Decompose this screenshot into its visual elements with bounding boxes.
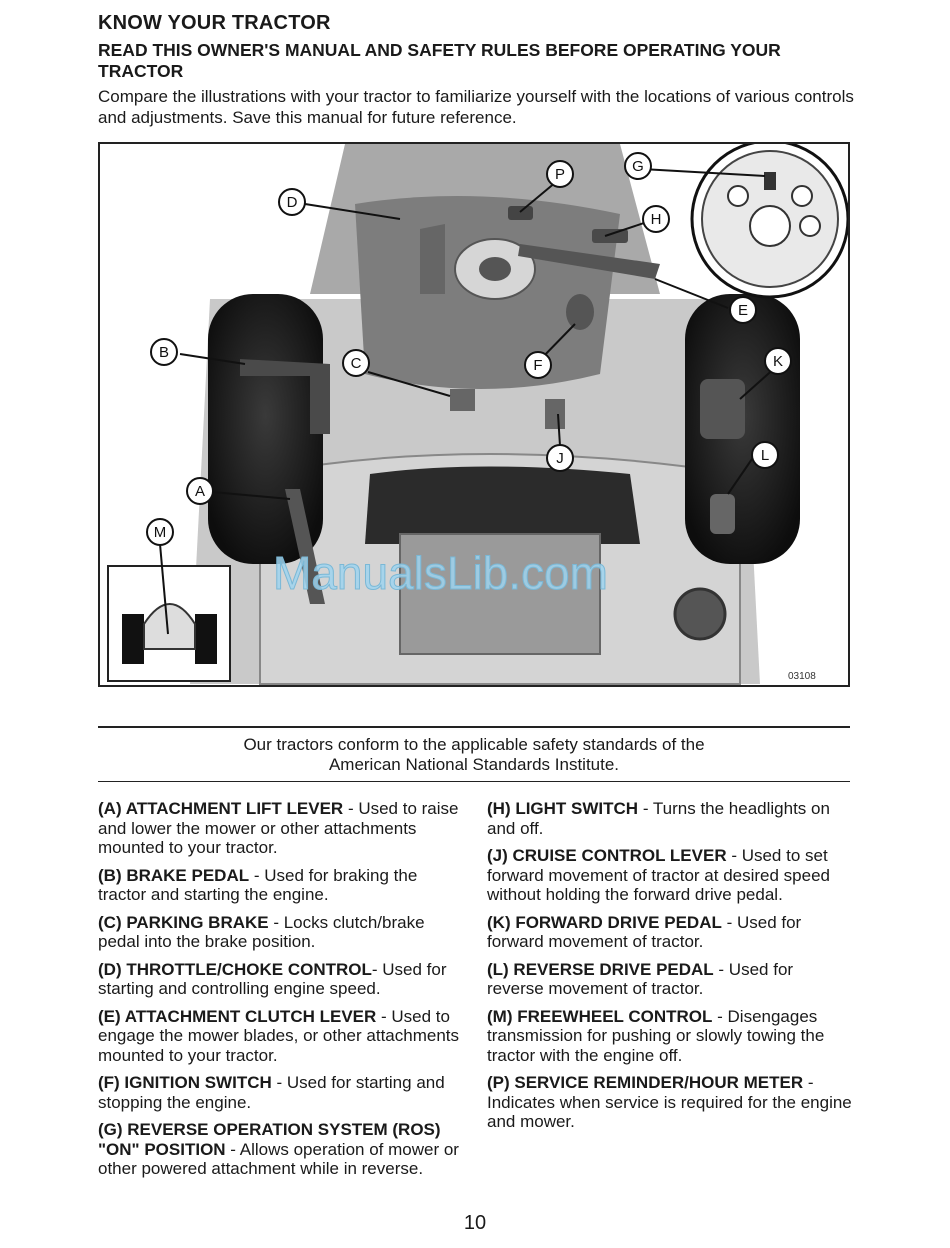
control-desc: - Used for starting and controlling engine speed. (98, 959, 447, 998)
control-item (98, 1007, 463, 1066)
seat (365, 467, 640, 545)
ignition-switch (566, 294, 594, 330)
page-title: KNOW YOUR TRACTOR (98, 12, 331, 34)
safety-heading: READ THIS OWNER'S MANUAL AND SAFETY RULES BEFORE OPERATING YOUR TRACTOR (98, 40, 781, 81)
start-position-icon (800, 216, 820, 236)
inset-left-tire (122, 614, 144, 664)
control-term: (D) THROTTLE/CHOKE CONTROL (98, 959, 372, 979)
bottom-rule (98, 781, 850, 782)
callout-d: D (286, 194, 298, 211)
control-term: (A) ATTACHMENT LIFT LEVER (98, 799, 344, 818)
parking-brake (450, 389, 475, 411)
control-desc: - Used for braking the tractor and starting the engine. (98, 865, 418, 904)
callout-h: H (650, 211, 662, 228)
ignition-keyhole (750, 206, 790, 246)
control-item (487, 1007, 852, 1066)
control-desc: - Indicates when service is required for the engine and mower. (487, 1073, 852, 1131)
control-item (98, 960, 463, 999)
callout-m: M (153, 524, 167, 541)
control-term: (H) LIGHT SWITCH (487, 799, 639, 818)
control-term: (P) SERVICE REMINDER/HOUR METER (487, 1073, 804, 1092)
stop-position-icon (728, 186, 748, 206)
standards-line-1: Our tractors conform to the applicable safety standards of the (243, 735, 705, 754)
control-desc: - Used for forward movement of tractor. (487, 912, 802, 951)
control-desc: - Used to raise and lower the mower or other attachments mounted to your tractor. (98, 799, 459, 857)
throttle-control (420, 224, 445, 294)
tractor-controls-illustration (98, 142, 850, 687)
control-desc: - Used to set forward movement of tractor at desired speed without holding the forward drive pedal. (487, 846, 830, 904)
control-term: (J) CRUISE CONTROL LEVER (487, 846, 727, 865)
control-term: (L) REVERSE DRIVE PEDAL (487, 959, 714, 979)
control-term: (C) PARKING BRAKE (98, 912, 269, 932)
controls-list-right (487, 799, 852, 1140)
control-item (487, 1073, 852, 1132)
callout-b: B (158, 344, 170, 361)
control-item (487, 846, 852, 905)
callout-j: J (556, 450, 564, 467)
callout-c: C (350, 355, 362, 372)
steering-hub (479, 257, 511, 281)
control-term: (F) IGNITION SWITCH (98, 1073, 272, 1092)
control-item (98, 913, 463, 952)
watermark: ManualsLib.com (273, 547, 608, 599)
ros-position-icon (764, 172, 776, 190)
callout-g: G (632, 158, 644, 175)
control-item (487, 799, 852, 838)
cup-holder (675, 589, 725, 639)
control-desc: - Turns the headlights on and off. (487, 799, 830, 838)
callout-p: P (554, 166, 566, 183)
control-item (98, 1120, 463, 1179)
control-desc: - Locks clutch/brake pedal into the brake position. (98, 912, 425, 951)
tractor-drawing (100, 144, 848, 685)
page-number: 10 (463, 1212, 487, 1234)
intro-paragraph: Compare the illustrations with your tractor to familiarize yourself with the locations of various controls and adjustments. Save this manual for future reference. (98, 87, 854, 127)
control-item (98, 1073, 463, 1112)
control-item (487, 913, 852, 952)
control-desc: - Allows operation of mower or other powered attachment while in reverse. (98, 1139, 459, 1178)
control-item (98, 799, 463, 858)
cruise-lever (545, 399, 565, 429)
top-rule (98, 726, 850, 728)
control-item (98, 866, 463, 905)
reverse-pedal (710, 494, 735, 534)
callout-k: K (772, 353, 784, 370)
control-term: (M) FREEWHEEL CONTROL (487, 1006, 713, 1026)
control-desc: - Used for reverse movement of tractor. (487, 959, 794, 998)
controls-list-left (98, 799, 463, 1187)
standards-line-2: American National Standards Institute. (328, 755, 620, 774)
run-position-icon (792, 186, 812, 206)
inset-right-tire (195, 614, 217, 664)
control-term: (K) FORWARD DRIVE PEDAL (487, 912, 722, 932)
callout-e: E (737, 302, 749, 319)
control-term: (B) BRAKE PEDAL (98, 865, 250, 885)
control-term: (E) ATTACHMENT CLUTCH LEVER (98, 1006, 377, 1026)
callout-a: A (194, 483, 206, 500)
control-desc: - Disengages transmission for pushing or slowly towing the tractor with the engine off. (487, 1006, 825, 1065)
callout-l: L (760, 447, 770, 464)
control-term: (G) REVERSE OPERATION SYSTEM (ROS) "ON" POSITION (98, 1120, 441, 1159)
control-desc: - Used for starting and stopping the engine. (98, 1073, 445, 1112)
figure-code: 03108 (788, 671, 816, 682)
control-desc: - Used to engage the mower blades, or other attachments mounted to your tractor. (98, 1006, 459, 1065)
control-item (487, 960, 852, 999)
callout-f: F (533, 357, 543, 374)
forward-pedal (700, 379, 745, 439)
hour-meter (508, 206, 533, 220)
standards-note (98, 735, 850, 775)
